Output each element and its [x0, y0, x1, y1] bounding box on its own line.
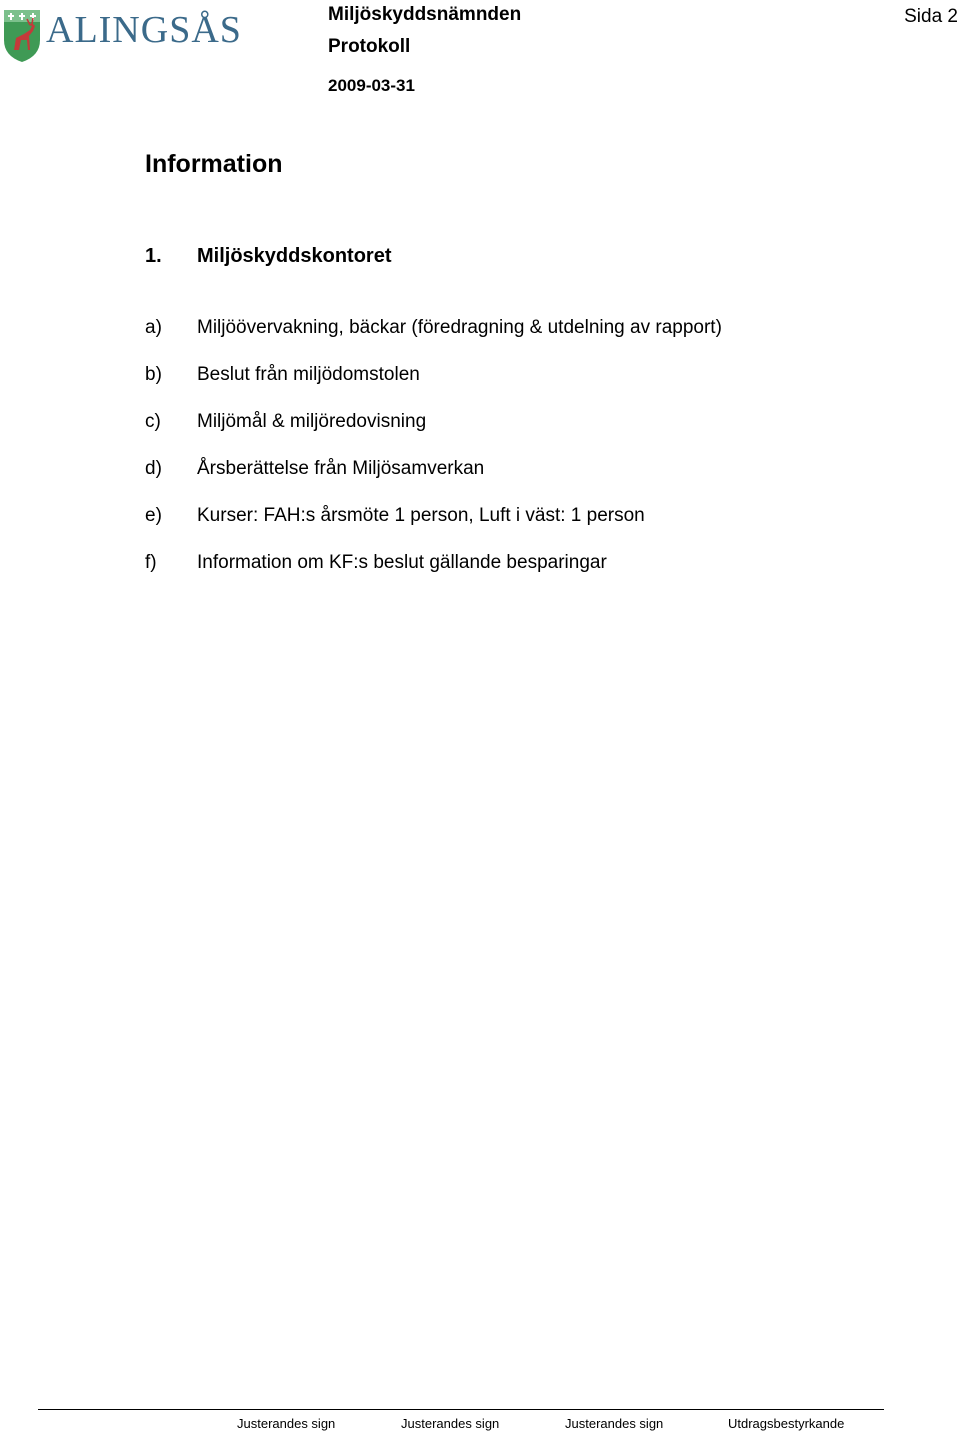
section-title: Miljöskyddskontoret	[197, 245, 392, 267]
list-item-text: Beslut från miljödomstolen	[197, 364, 420, 385]
page-title: Information	[145, 150, 283, 178]
page-number: Sida 2	[904, 6, 958, 27]
list-item-label: f)	[145, 552, 157, 573]
list-item	[145, 364, 925, 390]
list-item-label: c)	[145, 411, 161, 432]
section-number: 1.	[145, 245, 162, 267]
committee-name: Miljöskyddsnämnden	[328, 4, 522, 25]
alingsas-logo	[2, 6, 254, 64]
list-item	[145, 458, 925, 484]
list-item	[145, 317, 925, 343]
list-item	[145, 411, 925, 437]
list-item-text: Årsberättelse från Miljösamverkan	[197, 458, 485, 479]
list-item-text: Miljömål & miljöredovisning	[197, 411, 427, 432]
logo-wordmark: ALINGSÅS	[46, 9, 242, 51]
list-item-label: e)	[145, 505, 162, 526]
meeting-date: 2009-03-31	[328, 76, 415, 95]
document-type: Protokoll	[328, 36, 411, 57]
signature-field-3: Justerandes sign	[565, 1416, 664, 1431]
list-item-label: a)	[145, 317, 162, 338]
list-item-label: b)	[145, 364, 162, 385]
footer-divider	[38, 1409, 884, 1410]
signature-field-1: Justerandes sign	[237, 1416, 336, 1431]
coat-of-arms-icon	[2, 6, 254, 64]
list-item	[145, 505, 925, 531]
signature-field-extract: Utdragsbestyrkande	[728, 1416, 845, 1431]
list-item-label: d)	[145, 458, 162, 479]
signature-field-2: Justerandes sign	[401, 1416, 500, 1431]
list-item-text: Information om KF:s beslut gällande besparingar	[197, 552, 607, 573]
list-item	[145, 552, 925, 578]
list-item-text: Miljöövervakning, bäckar (föredragning & utdelning av rapport)	[197, 317, 722, 338]
list-item-text: Kurser: FAH:s årsmöte 1 person, Luft i väst: 1 person	[197, 505, 645, 526]
